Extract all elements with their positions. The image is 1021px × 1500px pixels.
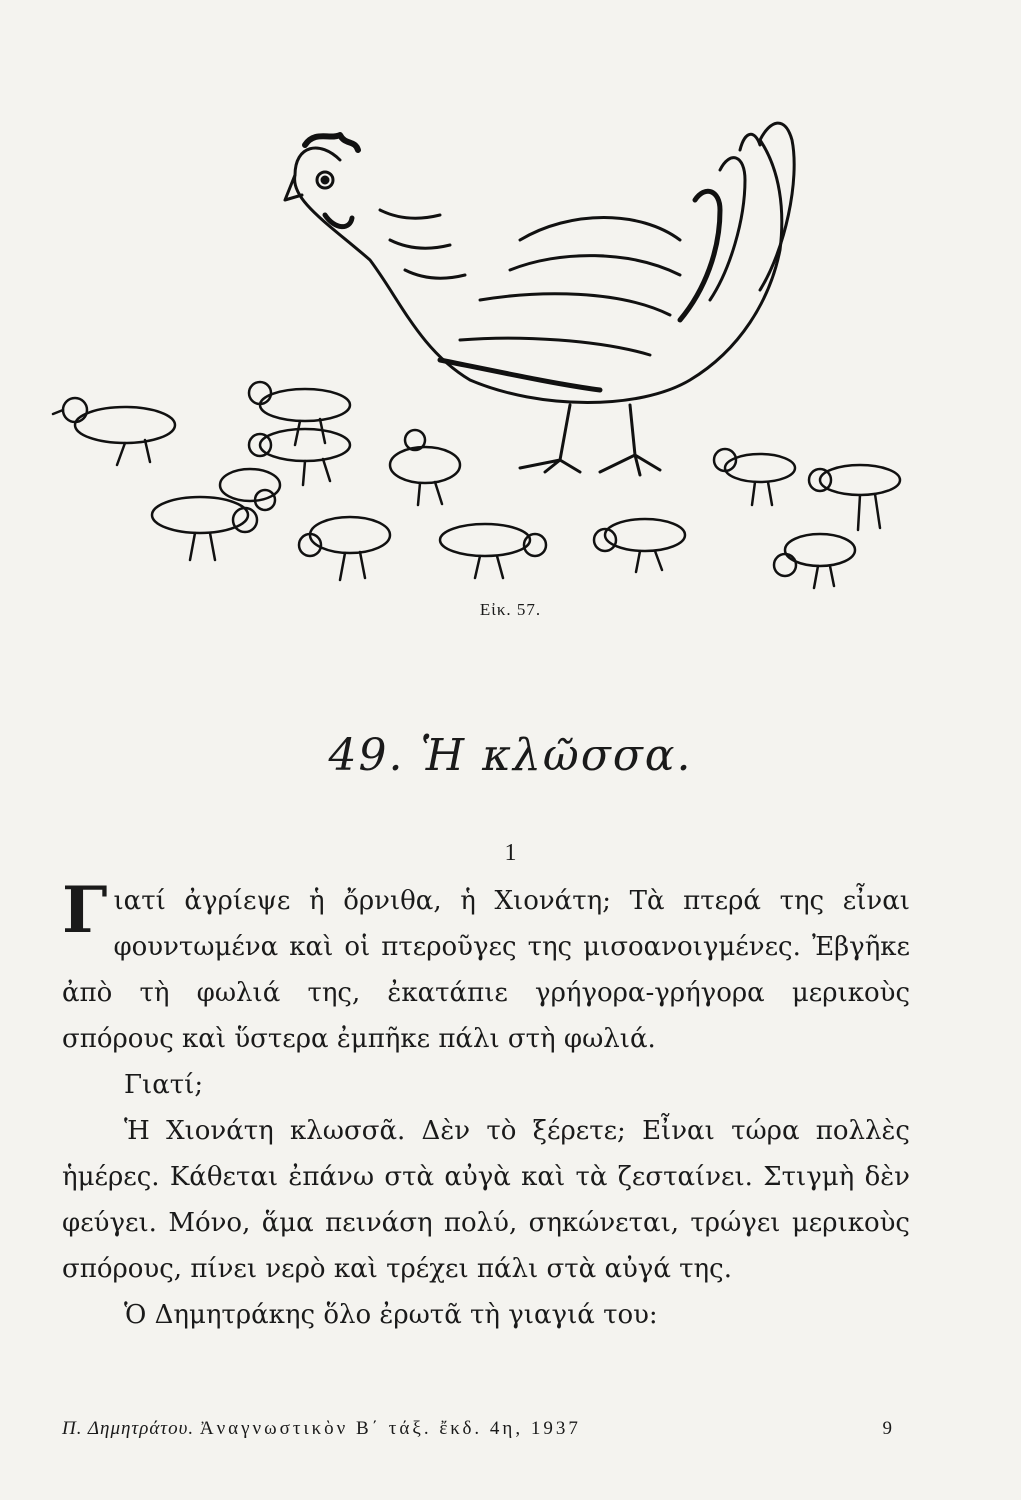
paragraph-3: Ἡ Χιονάτη κλωσσᾶ. Δὲν τὸ ξέρετε; Εἶναι τώρα πολλὲς ἡμέρες. Κάθεται ἐπάνω στὰ αὐγὰ καὶ τὰ ζεσταίνει. Στιγμὴ δὲν φεύγει. Μόνο, ἅμα πεινάση πολύ, σηκώνεται, τρώγει μερικοὺς σπόρους, πίνει νερὸ καὶ τρέχει πάλι στὰ αὐγά της.: [62, 1116, 910, 1284]
footer-book: Ἀναγνωστικὸν Β΄ τάξ. ἔκδ. 4η, 1937: [199, 1418, 581, 1439]
drop-cap: Γ: [62, 873, 108, 948]
page-number: 9: [882, 1418, 892, 1439]
page-footer: [62, 1418, 892, 1440]
hen-drawing: [285, 123, 794, 475]
footer-source: [62, 1418, 581, 1440]
section-number: 1: [504, 840, 517, 866]
lesson-title: 49. Ἡ κλῶσσα.: [328, 730, 693, 781]
paragraph-4: Ὁ Δημητράκης ὅλο ἐρωτᾶ τὴ γιαγιά του:: [124, 1300, 658, 1330]
lesson-text: [62, 873, 910, 1338]
paragraph-1: [62, 873, 910, 1062]
chick-drawings: [53, 382, 900, 588]
paragraph-1-text: ιατί ἀγρίεψε ἡ ὄρνιθα, ἡ Χιονάτη; Τὰ πτερά της εἶναι φουντωμένα καὶ οἱ πτεροῦγες της μισοανοιγμένες. Ἐβγῆκε ἀπὸ τὴ φωλιά της, ἐκατάπιε γρήγορα-γρήγορα μερικοὺς σπόρους καὶ ὕστερα ἐμπῆκε πάλι στὴ φωλιά.: [62, 886, 910, 1054]
figure-caption: Εἰκ. 57.: [479, 600, 542, 619]
footer-author: Π. Δημητράτου.: [62, 1418, 195, 1439]
paragraph-2: Γιατί;: [124, 1070, 204, 1100]
hen-and-chicks-illustration: [40, 100, 920, 600]
